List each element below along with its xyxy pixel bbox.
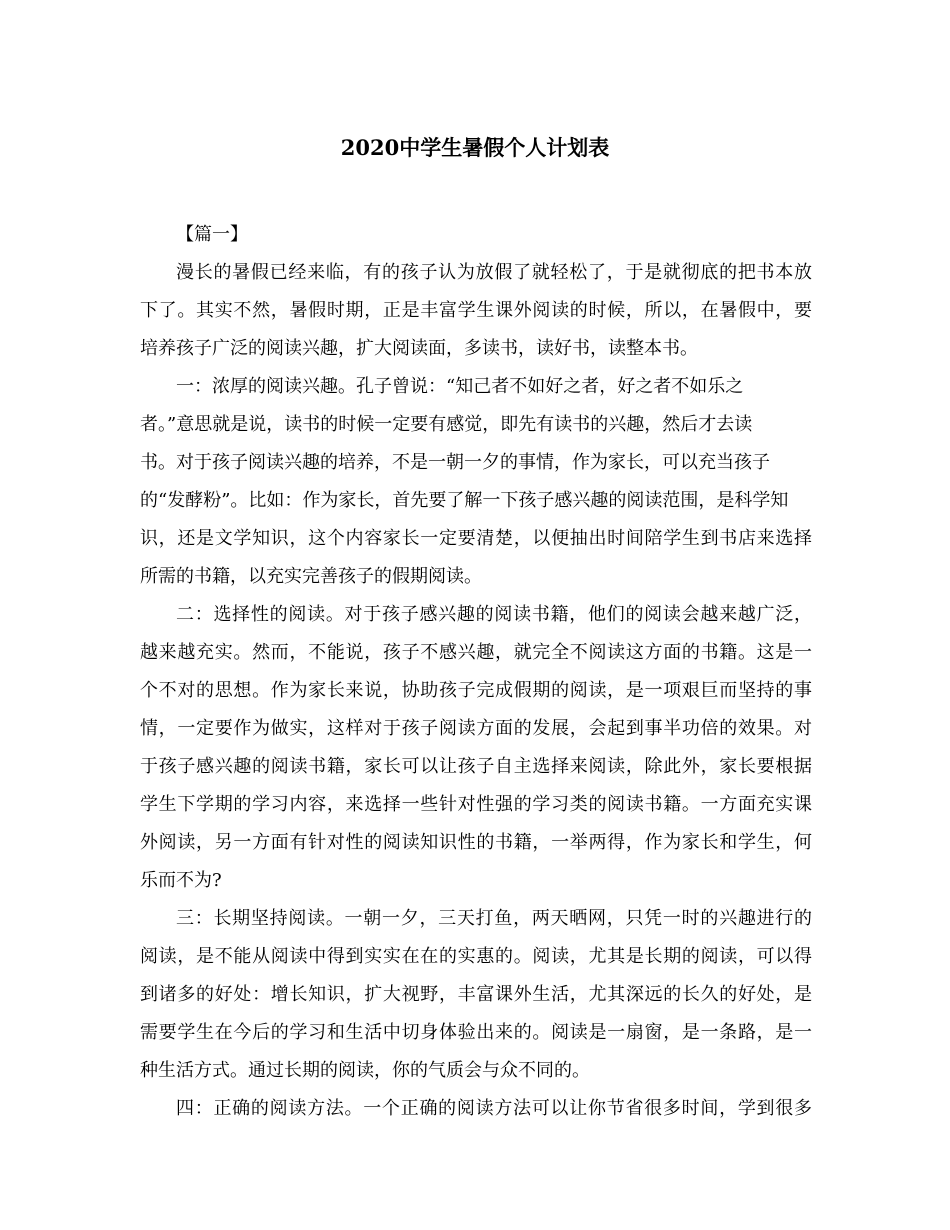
paragraph-line: 者。”意思就是说，读书的时候一定要有感觉，即先有读书的兴趣，然后才去读 <box>140 414 753 435</box>
paragraph-line: 培养孩子广泛的阅读兴趣，扩大阅读面，多读书，读好书，读整本书。 <box>140 338 698 359</box>
paragraph-line: 阅读，是不能从阅读中得到实实在在的实惠的。阅读，尤其是长期的阅读，可以得 <box>140 946 812 967</box>
paragraph-line: 二：选择性的阅读。对于孩子感兴趣的阅读书籍，他们的阅读会越来越广泛， <box>176 604 812 625</box>
paragraph-line: 一：浓厚的阅读兴趣。孔子曾说：“知己者不如好之者，好之者不如乐之 <box>176 376 744 397</box>
paragraph-line: 下了。其实不然，暑假时期，正是丰富学生课外阅读的时候，所以，在暑假中，要 <box>140 300 812 321</box>
paragraph-line: 到诸多的好处：增长知识，扩大视野，丰富课外生活，尤其深远的长久的好处，是 <box>140 984 812 1005</box>
paragraph-line: 于孩子感兴趣的阅读书籍，家长可以让孩子自主选择来阅读，除此外，家长要根据 <box>140 756 812 777</box>
paragraph-line: 越来越充实。然而，不能说，孩子不感兴趣，就完全不阅读这方面的书籍。这是一 <box>140 642 812 663</box>
paragraph-line: 所需的书籍，以充实完善孩子的假期阅读。 <box>140 566 482 587</box>
paragraph-line: 情，一定要作为做实，这样对于孩子阅读方面的发展，会起到事半功倍的效果。对 <box>140 718 812 739</box>
paragraph-line: 需要学生在今后的学习和生活中切身体验出来的。阅读是一扇窗，是一条路，是一 <box>140 1022 812 1043</box>
paragraph-line: 识，还是文学知识，这个内容家长一定要清楚，以便抽出时间陪学生到书店来选择 <box>140 528 812 549</box>
paragraph-line: 学生下学期的学习内容，来选择一些针对性强的学习类的阅读书籍。一方面充实课 <box>140 794 812 815</box>
paragraph-line: 种生活方式。通过长期的阅读，你的气质会与众不同的。 <box>140 1060 590 1081</box>
paragraph-line: 四：正确的阅读方法。一个正确的阅读方法可以让你节省很多时间，学到很多 <box>176 1098 812 1119</box>
paragraph-line: 漫长的暑假已经来临，有的孩子认为放假了就轻松了，于是就彻底的把书本放 <box>176 262 812 283</box>
paragraph-line: 乐而不为? <box>140 870 222 891</box>
paragraph-line: 三：长期坚持阅读。一朝一夕，三天打鱼，两天晒网，只凭一时的兴趣进行的 <box>176 908 812 929</box>
paragraph-line: 书。对于孩子阅读兴趣的培养，不是一朝一夕的事情，作为家长，可以充当孩子 <box>140 452 770 473</box>
paragraph-line: 外阅读，另一方面有针对性的阅读知识性的书籍，一举两得，作为家长和学生，何 <box>140 832 812 853</box>
paragraph-line: 的“发酵粉”。比如：作为家长，首先要了解一下孩子感兴趣的阅读范围，是科学知 <box>140 490 789 511</box>
document-title: 2020中学生暑假个人计划表 <box>340 135 610 160</box>
paragraph-line: 个不对的思想。作为家长来说，协助孩子完成假期的阅读，是一项艰巨而坚持的事 <box>140 680 812 701</box>
section-label: 【篇一】 <box>176 224 248 245</box>
